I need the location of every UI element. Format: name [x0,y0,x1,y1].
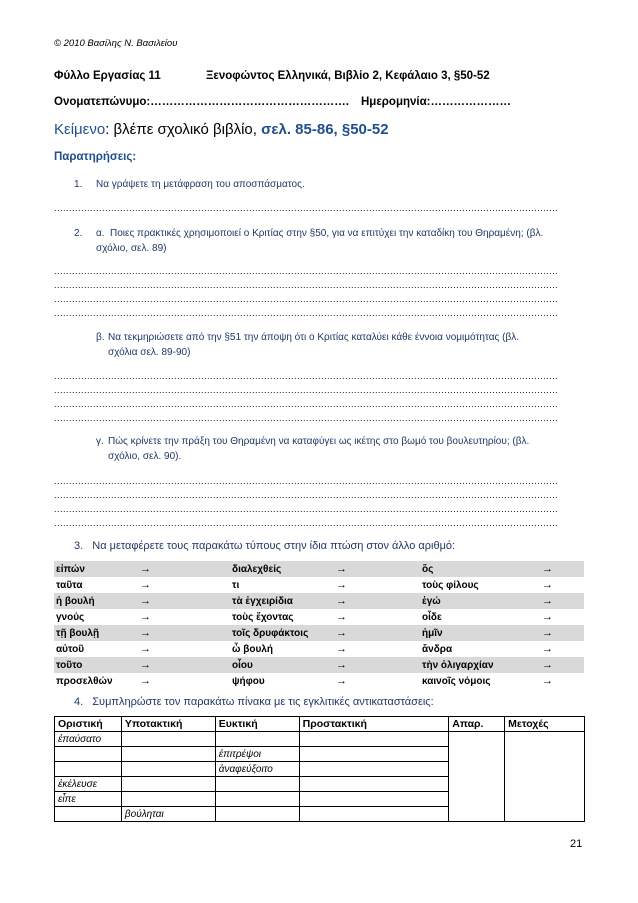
table-cell [215,792,299,807]
arrow-icon: → [138,657,230,673]
question-text: Να μεταφέρετε τους παρακάτω τύπους στην ίδια πτώση στον άλλο αριθμό: [92,540,456,552]
answer-line: ........................................................................................................................................................................ [54,490,559,500]
arrow-icon: → [542,643,553,655]
table-cell [121,792,215,807]
table-row [54,625,584,641]
source-reference: Ξενοφώντος Ελληνικά, Βιβλίο 2, Κεφάλαιο 3, §50-52 [206,70,490,82]
table-cell: ἐπαύσατο [55,732,122,747]
greek-form: τοὺς ἔχοντας [232,611,294,623]
question-letter: α. [96,228,105,239]
table-cell [299,777,449,792]
greek-form: αὐτοῦ [56,643,85,655]
moods-table [54,716,585,822]
question-number: 1. [74,179,83,190]
table-cell: βούληται [121,807,215,822]
table-cell [121,777,215,792]
table-row [54,657,584,673]
participles-cell [505,732,585,822]
greek-form: οἶου [230,657,334,673]
arrow-icon: → [140,675,151,687]
arrow-icon: → [542,579,553,591]
column-header: Προστακτική [299,717,449,732]
column-header: Οριστική [55,717,122,732]
table-cell [55,807,122,822]
observations-heading: Παρατηρήσεις: [54,151,137,163]
table-cell [121,762,215,777]
greek-form: ἄνδρα [422,643,453,655]
text-pages: σελ. 85-86, §50-52 [261,121,389,138]
table-row [54,673,584,689]
question-text-line2: σχόλιο, σελ. 89) [96,243,167,254]
arrow-icon: → [334,593,420,609]
greek-form: ἐγώ [420,593,540,609]
table-cell: ἀναφεύξοιτο [215,762,299,777]
question-text-line1: Να τεκμηριώσετε από την §51 την άποψη ότι ο Κριτίας καταλύει κάθε έννοια νομιμότητας (βλ. [108,332,520,343]
column-header: Μετοχές [505,717,585,732]
table-row [55,732,585,747]
table-row [54,641,584,657]
greek-form: ὦ βουλή [232,643,273,655]
table-cell [299,762,449,777]
text-rest: : βλέπε σχολικό βιβλίο, [105,121,262,138]
greek-form: προσελθών [56,675,113,687]
greek-form: γνούς [56,611,85,623]
table-row [54,593,584,609]
table-row [54,609,584,625]
arrow-icon: → [336,643,347,655]
page-number: 21 [570,838,583,850]
question-2a [74,226,589,256]
arrow-icon: → [540,593,584,609]
answer-line: ........................................................................................................................................................................ [54,399,559,409]
table-cell [215,777,299,792]
arrow-icon: → [140,611,151,623]
table-cell [121,747,215,762]
greek-form: τὴν ὀλιγαρχίαν [420,657,540,673]
arrow-icon: → [334,625,420,641]
question-number: 2. [74,228,83,239]
question-letter: γ. [96,436,104,447]
greek-form: οἶδε [422,611,442,623]
greek-form: καινοῖς νόμοις [422,675,491,687]
question-text: Συμπληρώστε τον παρακάτω πίνακα με τις εγκλιτικές αντικαταστάσεις: [92,696,434,708]
arrow-icon: → [138,561,230,577]
greek-form: διαλεχθείς [230,561,334,577]
arrow-icon: → [140,643,151,655]
greek-form: ἡμῖν [420,625,540,641]
table-header-row [55,717,585,732]
morphology-table [54,561,584,689]
table-cell [299,747,449,762]
table-cell [215,732,299,747]
name-field-label: Ονοματεπώνυμο:……………………………………………. [54,96,349,108]
table-cell: εἶπε [55,792,122,807]
copyright-notice: © 2010 Βασίλης Ν. Βασιλείου [54,38,178,49]
question-text-line1: Πώς κρίνετε την πράξη του Θηραμένη να καταφύγει ως ικέτης στο βωμό του βουλευτηρίου; (βλ. [108,436,530,447]
answer-line: ........................................................................................................................................................................ [54,476,559,486]
answer-line: ........................................................................................................................................................................ [54,504,559,514]
table-cell [215,807,299,822]
table-cell [299,792,449,807]
table-cell: ἐπιτρέψοι [215,747,299,762]
answer-line: ........................................................................................................................................................................ [54,266,559,276]
column-header: Ευκτική [215,717,299,732]
answer-line: ........................................................................................................................................................................ [54,280,559,290]
arrow-icon: → [138,625,230,641]
table-cell [121,732,215,747]
table-cell [299,732,449,747]
question-text: Να γράψετε τη μετάφραση του αποσπάσματος. [96,179,305,190]
greek-form: ψήφου [232,675,265,687]
question-number: 4. [74,696,84,708]
answer-line: ........................................................................................................................................................................ [54,385,559,395]
table-cell [299,807,449,822]
infinitive-cell [449,732,505,822]
answer-line: ........................................................................................................................................................................ [54,413,559,423]
column-header: Απαρ. [449,717,505,732]
arrow-icon: → [540,657,584,673]
greek-form: ὅς [420,561,540,577]
arrow-icon: → [540,561,584,577]
table-row [54,577,584,593]
table-cell [55,747,122,762]
greek-form: εἰπών [54,561,138,577]
question-2b [96,330,586,360]
question-3 [74,540,455,552]
question-number: 3. [74,540,84,552]
arrow-icon: → [336,579,347,591]
greek-form: τοὺς φίλους [422,579,479,591]
table-row [54,561,584,577]
greek-form: τι [232,579,240,591]
table-cell [55,762,122,777]
greek-form: τοῖς δρυφάκτοις [230,625,334,641]
arrow-icon: → [140,579,151,591]
answer-line: ........................................................................................................................................................................ [54,371,559,381]
question-text-line2: σχόλια σελ. 89-90) [108,347,191,358]
answer-line: ........................................................................................................................................................................ [54,294,559,304]
text-label: Κείμενο [54,121,106,138]
arrow-icon: → [336,675,347,687]
greek-form: τὰ ἐγχειρίδια [230,593,334,609]
answer-line: ........................................................................................................................................................................ [54,203,559,213]
greek-form: ταῦτα [56,579,83,591]
question-text-line1: Ποιες πρακτικές χρησιμοποιεί ο Κριτίας στην §50, για να επιτύχει την καταδίκη του Θηραμένη; (βλ. [110,228,544,239]
question-text-line2: σχόλιο, σελ. 90). [108,451,182,462]
text-reference-title [54,121,389,138]
arrow-icon: → [334,657,420,673]
answer-line: ........................................................................................................................................................................ [54,518,559,528]
answer-line: ........................................................................................................................................................................ [54,308,559,318]
arrow-icon: → [336,611,347,623]
arrow-icon: → [542,611,553,623]
question-2c [96,434,586,464]
greek-form: τῇ βουλῇ [54,625,138,641]
question-letter: β. [96,332,105,343]
sheet-title: Φύλλο Εργασίας 11 [54,70,161,82]
greek-form: τοῦτο [54,657,138,673]
column-header: Υποτακτική [121,717,215,732]
arrow-icon: → [334,561,420,577]
arrow-icon: → [540,625,584,641]
arrow-icon: → [138,593,230,609]
question-4 [74,696,434,708]
arrow-icon: → [542,675,553,687]
date-field-label: Ημερομηνία:………………… [361,96,511,108]
question-1 [74,177,584,192]
greek-form: ἡ βουλή [54,593,138,609]
table-cell: ἐκέλευσε [55,777,122,792]
